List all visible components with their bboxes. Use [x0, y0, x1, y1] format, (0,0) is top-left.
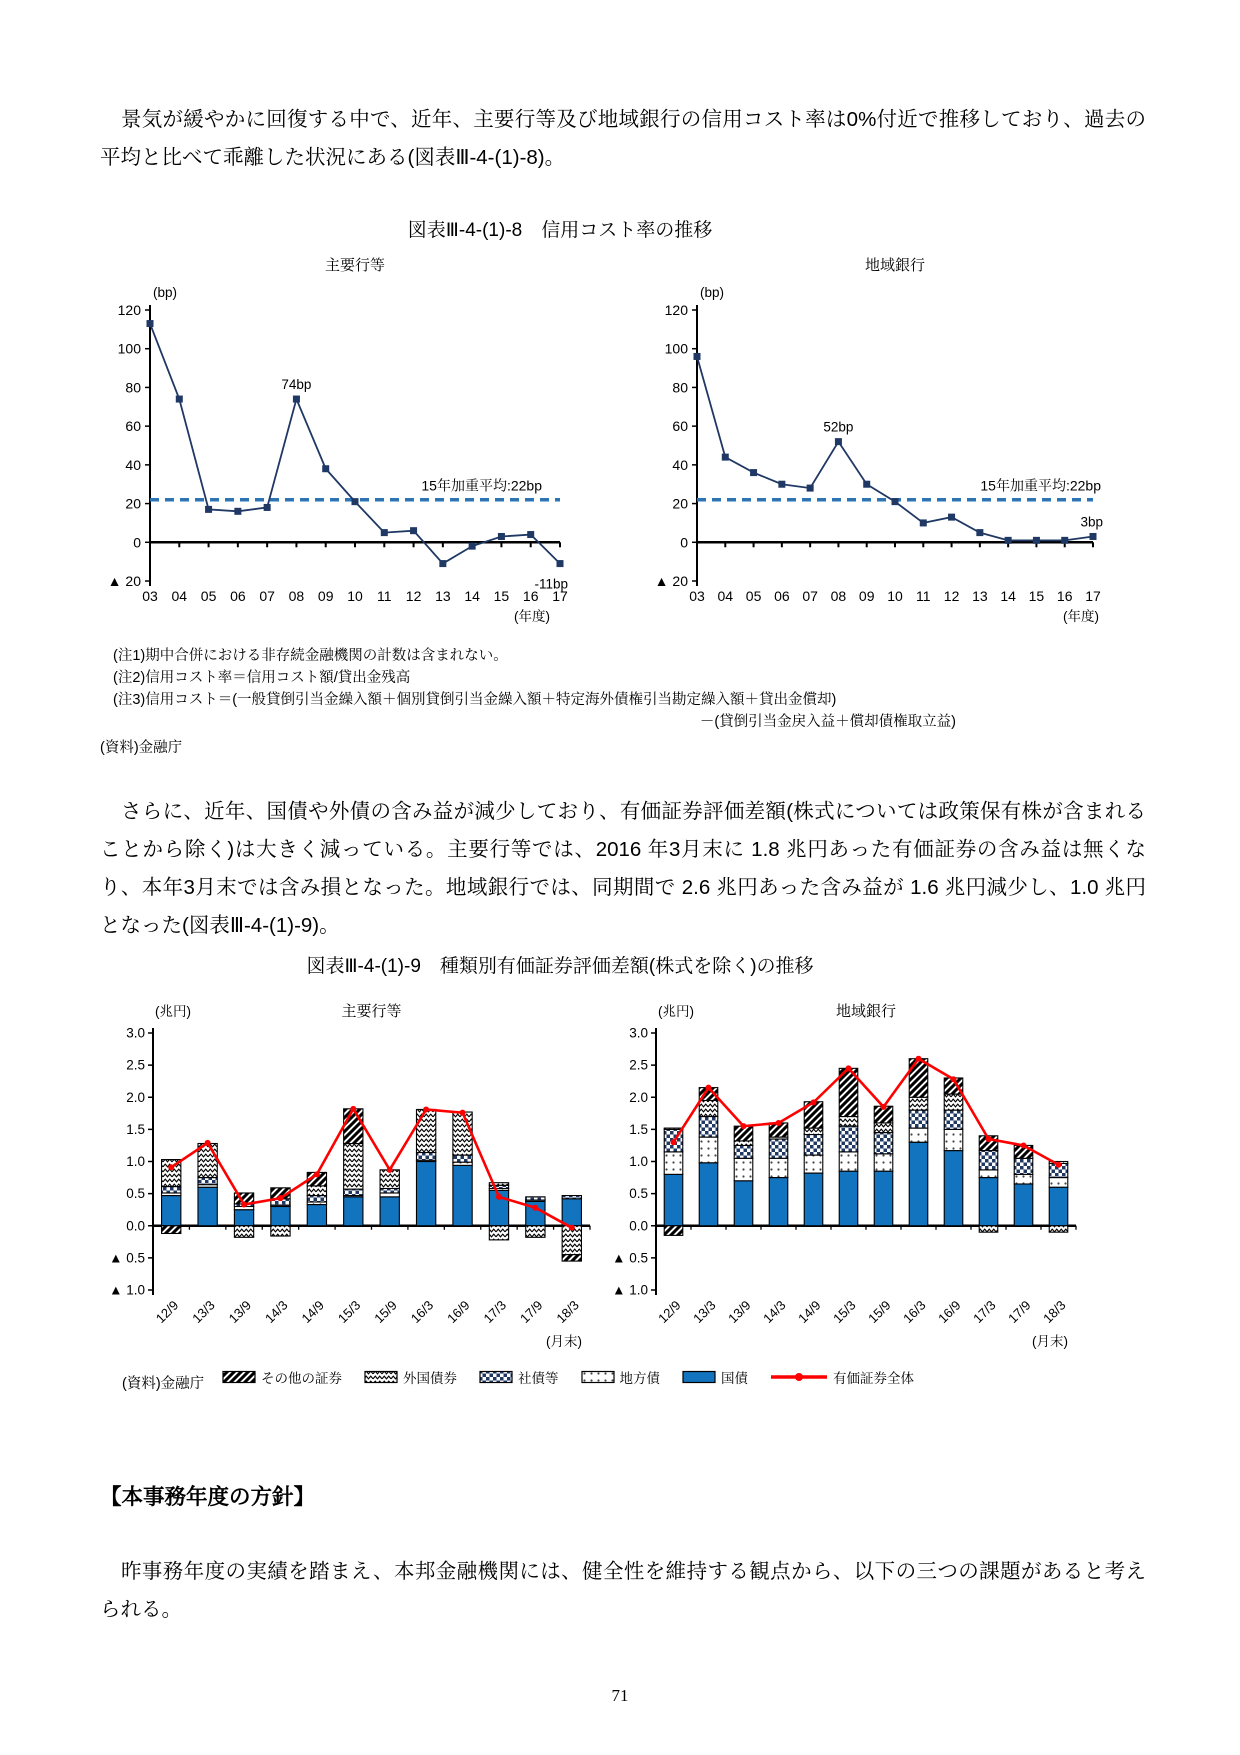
svg-text:12: 12 [943, 588, 960, 604]
svg-text:(年度): (年度) [1063, 609, 1099, 624]
paragraph-valuation-gains: さらに、近年、国債や外債の含み益が減少しており、有価証券評価差額(株式については政策保有株が含まれることから除く)は大きく減っている。主要行等では、2016 年3月末に 1.8 兆円あった有価証券の含み益は無くなり、本年3月末では含み損となった。地域銀行では、同期間で 2.6 兆円あった含み益が 1.6 兆円減少し、1.0 兆円となった(図表Ⅲ-4-(1)-9)。 [100, 800, 1146, 937]
svg-text:40: 40 [672, 456, 688, 473]
legend-item-total_line [770, 1367, 914, 1387]
svg-text:11: 11 [916, 588, 931, 604]
svg-text:60: 60 [125, 418, 141, 435]
paragraph-policy-year: 昨事務年度の実績を踏まえ、本邦金融機関には、健全性を維持する観点から、以下の三つの課題があると考えられる。 [100, 1560, 1146, 1621]
svg-text:16: 16 [1056, 588, 1073, 604]
svg-text:16: 16 [522, 588, 539, 604]
svg-text:04: 04 [717, 588, 734, 604]
svg-text:1.0: 1.0 [629, 1154, 648, 1169]
svg-text:05: 05 [745, 588, 762, 604]
svg-text:0.0: 0.0 [629, 1218, 648, 1234]
chart-securities-valuation-major-banks [100, 998, 600, 1360]
figure8-note-3: (注3)信用コスト＝(一般貸倒引当金繰入額＋個別貸倒引当金繰入額＋特定海外債権引当勘定繰入額＋貸出金償却) [113, 692, 837, 708]
svg-text:14: 14 [1000, 588, 1016, 604]
svg-text:3.0: 3.0 [126, 1025, 145, 1041]
svg-text:▲ 1.0: ▲ 1.0 [109, 1282, 145, 1298]
svg-text:20: 20 [125, 495, 141, 512]
svg-text:(月末): (月末) [1032, 1334, 1068, 1349]
chart-credit-cost-major-banks [100, 253, 570, 628]
chart-securities-valuation-regional-banks [600, 998, 1090, 1360]
svg-text:10: 10 [887, 588, 903, 604]
svg-text:13/3: 13/3 [189, 1297, 218, 1327]
svg-text:03: 03 [689, 588, 705, 604]
chart-credit-cost-regional-banks [640, 253, 1105, 628]
svg-text:3bp: 3bp [1080, 514, 1103, 530]
svg-text:17: 17 [552, 588, 568, 604]
svg-text:14/9: 14/9 [298, 1297, 327, 1327]
svg-text:2.5: 2.5 [126, 1057, 145, 1073]
figure8-source: (資料)金融庁 [100, 740, 183, 756]
svg-text:13/3: 13/3 [690, 1297, 719, 1327]
legend-item-sonota [222, 1367, 342, 1387]
svg-text:(月末): (月末) [546, 1334, 582, 1349]
svg-text:14/3: 14/3 [760, 1297, 789, 1327]
svg-text:▲ 0.5: ▲ 0.5 [109, 1250, 145, 1266]
figure8-note-2: (注2)信用コスト率＝信用コスト額/貸出金残高 [113, 670, 411, 686]
svg-text:15: 15 [493, 588, 510, 604]
kokusai-pattern-swatch-icon [682, 1370, 716, 1384]
svg-text:74bp: 74bp [281, 377, 312, 393]
figure8-title: 図表Ⅲ-4-(1)-8 信用コスト率の推移 [407, 220, 713, 241]
svg-text:15/3: 15/3 [830, 1297, 859, 1327]
legend-item-label: その他の証券 [261, 1371, 342, 1386]
svg-text:13/9: 13/9 [725, 1297, 754, 1327]
svg-text:(bp): (bp) [152, 285, 178, 300]
svg-text:地域銀行: 地域銀行 [864, 257, 926, 274]
legend-item-label: 国債 [721, 1371, 748, 1386]
page-number: 71 [611, 1686, 629, 1705]
svg-text:09: 09 [858, 588, 875, 604]
gaikoku-pattern-swatch-icon [364, 1370, 398, 1384]
legend-item-shasai [479, 1367, 559, 1387]
svg-text:12/9: 12/9 [152, 1297, 182, 1327]
svg-text:12: 12 [405, 588, 422, 604]
svg-text:07: 07 [802, 588, 818, 604]
svg-text:18/3: 18/3 [1040, 1297, 1069, 1327]
svg-text:09: 09 [317, 588, 334, 604]
svg-text:10: 10 [347, 588, 363, 604]
svg-text:16/3: 16/3 [900, 1297, 929, 1327]
svg-text:0.5: 0.5 [126, 1186, 145, 1202]
svg-text:▲ 0.5: ▲ 0.5 [612, 1250, 648, 1266]
svg-text:07: 07 [259, 588, 275, 604]
svg-text:80: 80 [125, 379, 141, 396]
svg-text:▲ 20: ▲ 20 [654, 573, 688, 589]
svg-text:120: 120 [664, 302, 688, 318]
svg-text:06: 06 [230, 588, 246, 604]
svg-text:120: 120 [117, 302, 141, 318]
svg-text:17/3: 17/3 [480, 1297, 510, 1327]
svg-text:0: 0 [680, 534, 688, 551]
svg-text:16/9: 16/9 [935, 1297, 964, 1327]
figure9-legend [222, 1367, 914, 1387]
svg-text:0: 0 [133, 534, 141, 551]
svg-text:100: 100 [117, 340, 141, 357]
svg-text:1.0: 1.0 [126, 1154, 145, 1169]
svg-text:16/9: 16/9 [444, 1297, 473, 1327]
svg-text:2.5: 2.5 [629, 1057, 648, 1073]
svg-text:05: 05 [200, 588, 217, 604]
svg-text:1.5: 1.5 [629, 1121, 648, 1137]
sonota-pattern-swatch-icon [222, 1370, 256, 1384]
svg-text:15年加重平均:22bp: 15年加重平均:22bp [421, 477, 542, 494]
svg-text:1.5: 1.5 [126, 1121, 145, 1137]
svg-text:14/3: 14/3 [262, 1297, 291, 1327]
legend-item-chihou [581, 1367, 661, 1387]
svg-text:100: 100 [664, 340, 688, 357]
figure9-title: 図表Ⅲ-4-(1)-9 種類別有価証券評価差額(株式を除く)の推移 [306, 956, 814, 977]
svg-text:40: 40 [125, 456, 141, 473]
legend-item-label: 地方債 [619, 1371, 660, 1386]
svg-text:08: 08 [288, 588, 305, 604]
section-heading: 【本事務年度の方針】 [100, 1485, 316, 1509]
svg-text:-11bp: -11bp [534, 576, 568, 592]
chihou-pattern-swatch-icon [581, 1370, 615, 1384]
svg-text:18/3: 18/3 [553, 1297, 582, 1327]
svg-text:地域銀行: 地域銀行 [835, 1003, 897, 1020]
figure8-note-3-continued: －(貸倒引当金戻入益＋償却債権取立益) [699, 714, 956, 730]
paragraph-credit-cost: 景気が緩やかに回復する中で、近年、主要行等及び地域銀行の信用コスト率は0%付近で推移しており、過去の平均と比べて乖離した状況にある(図表Ⅲ-4-(1)-8)。 [100, 108, 1146, 169]
svg-text:2.0: 2.0 [629, 1089, 648, 1105]
svg-text:▲ 1.0: ▲ 1.0 [612, 1282, 648, 1298]
legend-item-gaikoku [364, 1367, 457, 1387]
figure8-note-1: (注1)期中合併における非存続金融機関の計数は含まれない。 [113, 648, 508, 664]
svg-text:04: 04 [171, 588, 188, 604]
svg-text:(兆円): (兆円) [658, 1004, 694, 1019]
svg-text:14: 14 [464, 588, 480, 604]
svg-text:15/9: 15/9 [865, 1297, 894, 1327]
svg-text:(bp): (bp) [699, 285, 725, 300]
svg-text:15/9: 15/9 [371, 1297, 400, 1327]
svg-text:15年加重平均:22bp: 15年加重平均:22bp [980, 477, 1101, 494]
shasai-pattern-swatch-icon [479, 1370, 513, 1384]
svg-text:17: 17 [1085, 588, 1101, 604]
svg-text:12/9: 12/9 [655, 1297, 684, 1327]
svg-text:14/9: 14/9 [795, 1297, 824, 1327]
legend-item-label: 社債等 [518, 1371, 559, 1386]
svg-text:▲ 20: ▲ 20 [107, 573, 141, 589]
svg-text:52bp: 52bp [823, 419, 854, 435]
svg-text:0.0: 0.0 [126, 1218, 145, 1234]
legend-item-label: 外国債券 [403, 1371, 457, 1386]
svg-text:(兆円): (兆円) [155, 1004, 191, 1019]
svg-text:08: 08 [830, 588, 847, 604]
total-line-swatch-icon [770, 1370, 828, 1384]
svg-text:17/3: 17/3 [970, 1297, 999, 1327]
svg-text:80: 80 [672, 379, 688, 396]
svg-text:15: 15 [1028, 588, 1045, 604]
svg-text:15/3: 15/3 [334, 1297, 364, 1327]
svg-text:16/3: 16/3 [407, 1297, 437, 1327]
svg-text:13: 13 [972, 588, 988, 604]
svg-text:主要行等: 主要行等 [341, 1003, 402, 1020]
svg-text:20: 20 [672, 495, 688, 512]
svg-text:3.0: 3.0 [629, 1025, 648, 1041]
svg-text:60: 60 [672, 418, 688, 435]
legend-item-kokusai [682, 1367, 748, 1387]
svg-text:03: 03 [142, 588, 158, 604]
figure9-source: (資料)金融庁 [122, 1376, 205, 1392]
legend-item-label: 有価証券全体 [833, 1371, 914, 1386]
svg-text:13/9: 13/9 [225, 1297, 255, 1327]
svg-text:(年度): (年度) [514, 609, 550, 624]
svg-text:17/9: 17/9 [516, 1297, 546, 1327]
svg-text:0.5: 0.5 [629, 1186, 648, 1202]
svg-text:13: 13 [435, 588, 451, 604]
svg-text:06: 06 [774, 588, 790, 604]
svg-text:2.0: 2.0 [126, 1089, 145, 1105]
svg-text:11: 11 [377, 588, 392, 604]
svg-text:17/9: 17/9 [1005, 1297, 1034, 1327]
svg-text:主要行等: 主要行等 [324, 257, 386, 274]
